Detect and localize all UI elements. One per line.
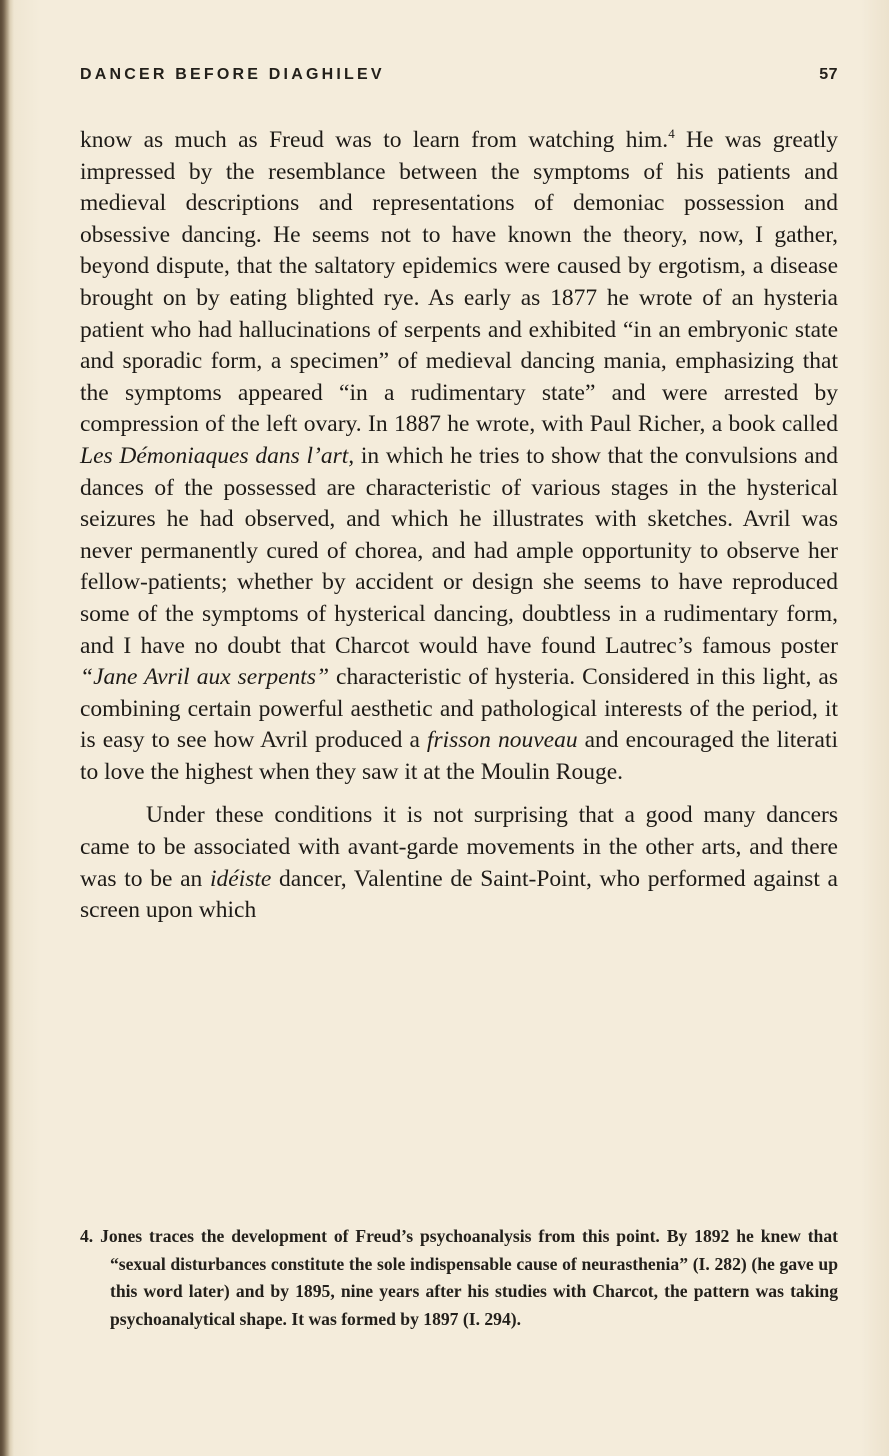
running-head	[80, 66, 838, 90]
paragraph-segment: Under these conditions it is not surprising that a good many dancers came to be associated with avant-garde movements in the other arts, and there was to be an	[80, 802, 838, 892]
italic-word: idéiste	[210, 865, 272, 892]
footnotes	[80, 1223, 838, 1333]
paragraph-2	[80, 800, 838, 926]
paragraph-segment: know as much as Freud was to learn from watching him.	[80, 127, 669, 153]
spine-shadow	[0, 0, 10, 1456]
paragraph-segment: in which he tries to show that the convulsions and dances of the possessed are characteristic of various stages in the hysterical seizures he had observed, and which he illustrates with sketches. Avril was never permanently cured of chorea, and had ample opportunity to observe her fellow-patients; whether by accident or design she seems to have reproduced some of the symptoms of hysterical dancing, doubtless in a rudimentary form, and I have no doubt that Charcot would have found Lautrec’s famous poster	[80, 442, 838, 659]
footnote-4: 4. Jones traces the development of Freud’s psychoanalysis from this point. By 1892 he knew that “sexual disturbances constitute the sole indispensable cause of neurasthenia” (I. 282) (he gave up this word later) and by 1895, nine years after his studies with Charcot, the pattern was taking psychoanalytical shape. It was formed by 1897 (I. 294).	[80, 1226, 838, 1329]
book-title-italic: Les Démoniaques dans l’art,	[80, 442, 355, 469]
page-number: 57	[819, 66, 838, 83]
footnote-marker: 4	[668, 126, 675, 142]
paragraph-segment: dancer, Valentine de Saint-Point, who performed against a screen upon which	[80, 865, 838, 924]
paragraph-segment: He was greatly impressed by the resemblance between the symptoms of his patients and medieval descriptions and representations of demoniac possession and obsessive dancing. He seems not to have known the theory, now, I gather, beyond dispute, that the saltatory epidemics were caused by ergotism, a disease brought on by eating blighted rye. As early as 1877 he wrote of an hysteria patient who had hallucinations of serpents and exhibited “in an embryonic state and sporadic form, a specimen” of medieval dancing mania, emphasizing that the symptoms appeared “in a rudimentary state” and were arrested by compression of the left ovary. In 1887 he wrote, with Paul Richer, a book called	[80, 127, 838, 438]
poster-title-italic: “Jane Avril aux serpents”	[80, 664, 330, 691]
paragraph-segment: characteristic of hysteria. Considered in this light, as combining certain powerful aesthetic and pathological interests of the period, it is easy to see how Avril produced a	[80, 664, 838, 754]
body-text	[80, 125, 838, 927]
italic-phrase: frisson nouveau	[426, 727, 578, 754]
paragraph-segment: and encouraged the literati to love the highest when they saw it at the Moulin Rouge.	[80, 727, 838, 785]
running-title: DANCER BEFORE DIAGHILEV	[80, 66, 385, 83]
paragraph-1	[80, 125, 838, 788]
